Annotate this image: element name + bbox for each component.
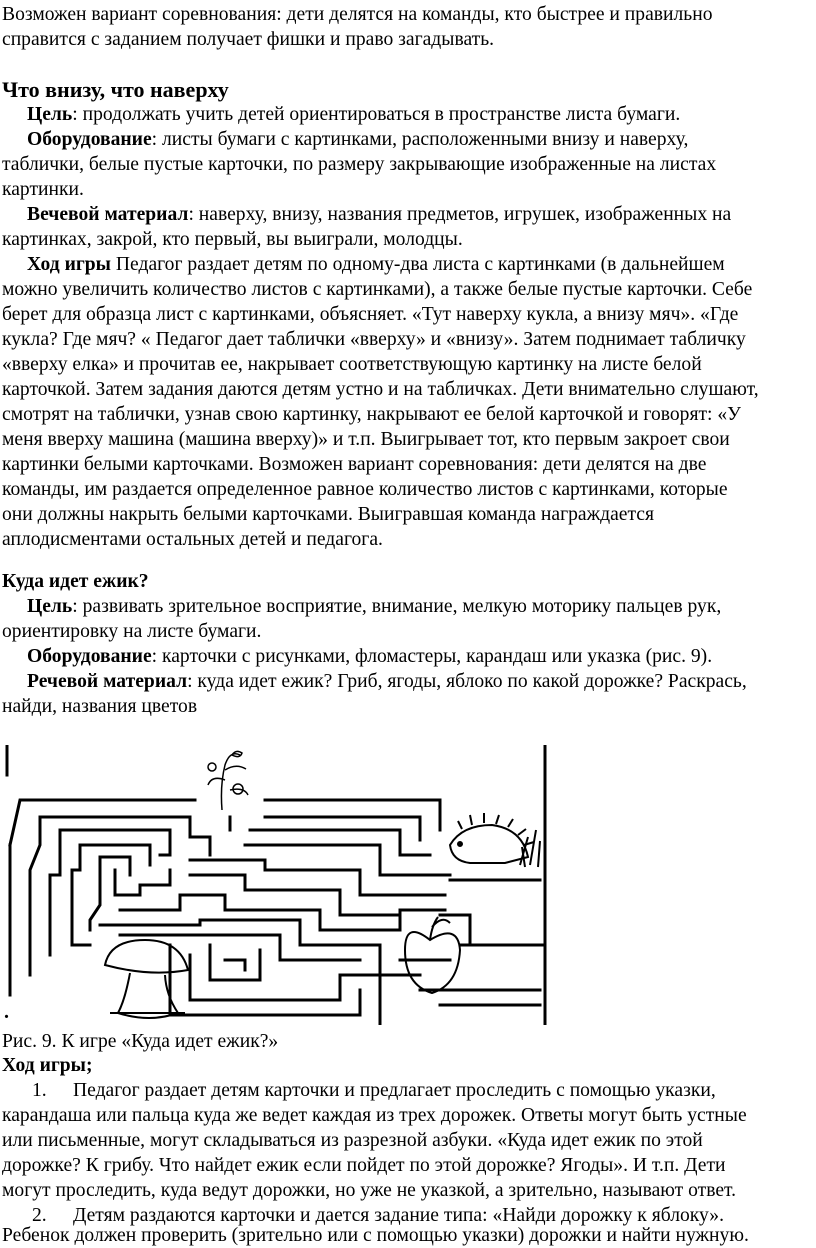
list-item-1-line: или письменные, могут складываться из разрезной азбуки. «Куда идет ежик по этой xyxy=(2,1130,703,1151)
goal-paragraph-2 xyxy=(27,594,814,619)
equipment-line-3: картинки. xyxy=(2,179,84,200)
goal-line-2: ориентировку на листе бумаги. xyxy=(2,621,262,642)
equipment-label-2: Оборудование xyxy=(27,646,152,667)
equipment-line-2: таблички, белые пустые карточки, по размеру закрывающие изображенные на листах xyxy=(2,154,717,175)
game-line: берет для образца лист с картинками, объясняет. «Тут наверху кукла, а внизу мяч». «Где xyxy=(2,304,739,325)
goal-text-2: : развивать зрительное восприятие, внимание, мелкую моторику пальцев рук, xyxy=(72,596,722,617)
game-line: «вверху елка» и прочитав ее, накрывает соответствующую картинку на листе белой xyxy=(2,354,702,375)
figure-dot: . xyxy=(4,1001,9,1023)
list-item-1-line: карандаша или пальца куда же ведет каждая из трех дорожек. Ответы могут быть устные xyxy=(2,1105,747,1126)
berries-drawing xyxy=(208,751,248,810)
speech-material-label: Вечевой материал xyxy=(27,204,189,225)
game-title-2: Ход игры; xyxy=(2,1055,93,1076)
equipment-paragraph-2 xyxy=(27,644,814,669)
game-line: смотрят на таблички, узнав свою картинку, накрывают ее белой карточкой и говорят: «У xyxy=(2,404,742,425)
list-number-1: 1. xyxy=(32,1080,47,1101)
list-item-1-text: Педагог раздает детям карточки и предлагает проследить с помощью указки, xyxy=(73,1080,716,1101)
goal-label: Цель xyxy=(27,104,73,125)
game-paragraph xyxy=(27,252,814,277)
game-label: Ход игры xyxy=(27,254,111,275)
game-line: меня вверху машина (машина вверху)» и т.п. Выигрывает тот, кто первым закроет свои xyxy=(2,429,730,450)
list-item-2-line: Ребенок должен проверить (зрительно или с помощью указки) дорожки и найти нужную. xyxy=(2,1225,749,1246)
intro-line-2: справится с заданием получает фишки и право загадывать. xyxy=(2,29,495,50)
game-line: карточкой. Затем задания даются детям устно и на табличках. Дети внимательно слушают, xyxy=(2,379,759,400)
goal-text: : продолжать учить детей ориентироваться в пространстве листа бумаги. xyxy=(72,104,681,125)
game-text: Педагог раздает детям по одному-два листа с картинками (в дальнейшем xyxy=(110,254,725,275)
game-line: кукла? Где мяч? « Педагог дает таблички «вверху» и «внизу». Затем поднимает табличку xyxy=(2,329,746,350)
speech-material-line-2b: найди, названия цветов xyxy=(2,696,198,717)
mushroom-drawing xyxy=(105,940,188,1018)
speech-material-text-2: : куда идет ежик? Гриб, ягоды, яблоко по какой дорожке? Раскрась, xyxy=(187,671,747,692)
maze-figure xyxy=(0,745,550,1025)
section-title-hedgehog: Куда идет ежик? xyxy=(2,571,149,592)
hedgehog-drawing xyxy=(450,813,540,867)
game-line: можно увеличить количество листов с картинками), а также белые пустые карточки. Себе xyxy=(2,279,753,300)
game-line: они должны накрыть белыми карточками. Выигравшая команда награждается xyxy=(2,504,655,525)
speech-material-paragraph-2 xyxy=(27,669,814,694)
goal-label-2: Цель xyxy=(27,596,73,617)
speech-material-paragraph xyxy=(27,202,814,227)
speech-material-line-2: картинках, закрой, кто первый, вы выиграли, молодцы. xyxy=(2,229,463,250)
list-item-1-line: могут проследить, куда ведут дорожки, но уже не указкой, а зрительно, называют ответ. xyxy=(2,1180,737,1201)
figure-caption: Рис. 9. К игре «Куда идет ежик?» xyxy=(2,1031,279,1052)
goal-paragraph xyxy=(27,102,814,127)
list-number-2: 2. xyxy=(32,1205,47,1226)
list-item-2-text: Детям раздаются карточки и дается задание типа: «Найди дорожку к яблоку». xyxy=(73,1205,724,1226)
game-line: команды, им раздается определенное равное количество листов с картинками, которые xyxy=(2,479,728,500)
apple-drawing xyxy=(405,917,460,993)
equipment-label: Оборудование xyxy=(27,129,152,150)
section-title-what-below-above: Что внизу, что наверху xyxy=(2,77,229,102)
equipment-text-2: : карточки с рисунками, фломастеры, карандаш или указка (рис. 9). xyxy=(151,646,713,667)
speech-material-text: : наверху, внизу, названия предметов, игрушек, изображенных на xyxy=(188,204,732,225)
list-item-1-line: дорожке? К грибу. Что найдет ежик если пойдет по этой дорожке? Ягоды». И т.п. Дети xyxy=(2,1155,726,1176)
speech-material-label-2: Речевой материал xyxy=(27,671,188,692)
equipment-text: : листы бумаги с картинками, расположенными внизу и наверху, xyxy=(151,129,689,150)
game-line: аплодисментами остальных детей и педагога. xyxy=(2,529,383,550)
intro-line-1: Возможен вариант соревнования: дети делятся на команды, кто быстрее и правильно xyxy=(2,4,713,25)
game-line: картинки белыми карточками. Возможен вариант соревнования: дети делятся на две xyxy=(2,454,707,475)
equipment-paragraph xyxy=(27,127,814,152)
